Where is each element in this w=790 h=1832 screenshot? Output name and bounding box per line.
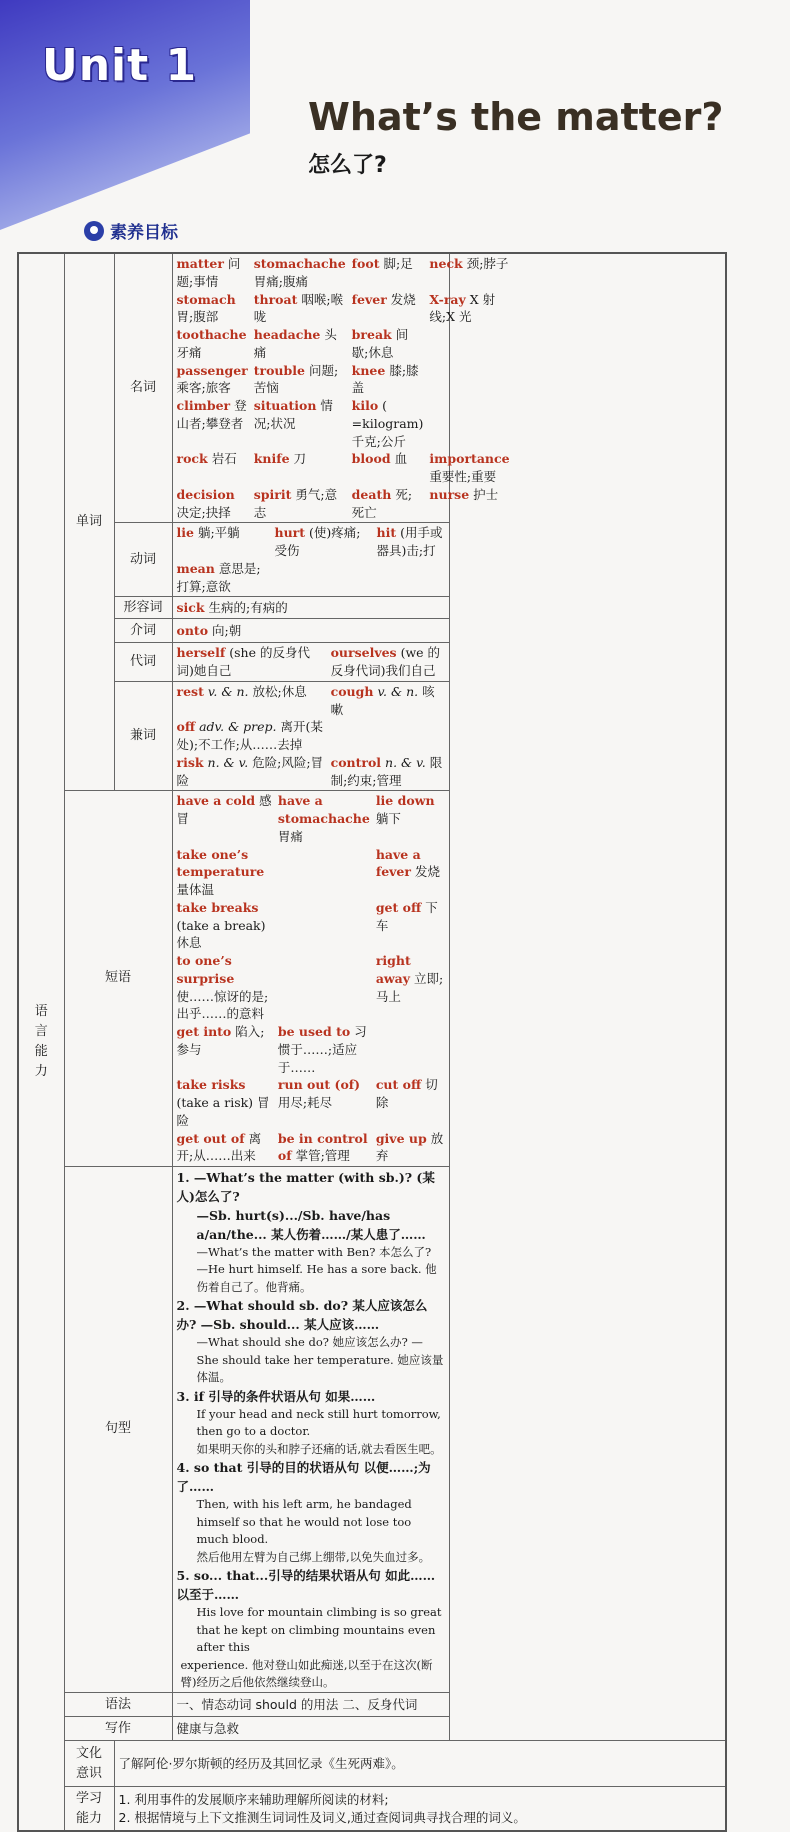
- word-item: [254, 326, 346, 362]
- phrases-category: [64, 791, 172, 1167]
- word-item: [177, 1130, 272, 1166]
- word-item: [177, 326, 248, 362]
- sentence-example: —What should she do? 她应该怎么办? —She should take her temperature. 她应该量体温。: [196, 1335, 444, 1385]
- word-entry: hit: [376, 525, 397, 541]
- word-item: [278, 792, 370, 845]
- word-meaning: 胃痛;腹痛: [253, 273, 308, 289]
- word-meaning: 习惯于……;适应于……: [277, 1024, 367, 1075]
- part-of-speech: n. & v.: [385, 754, 426, 770]
- word-meaning: 躺;平躺: [197, 525, 240, 541]
- part-of-speech: v. & n.: [207, 683, 249, 699]
- word-entry: death: [351, 486, 392, 502]
- part-of-speech: v. & n.: [377, 683, 419, 699]
- sentence-pattern: —Sb. hurt(s).../Sb. have/has a/an/the... 某人伤着……/某人患了……: [196, 1208, 426, 1242]
- word-item: [278, 846, 370, 899]
- nouns-grid: [176, 255, 510, 521]
- word-item: [352, 486, 424, 522]
- word-entry: foot: [351, 256, 380, 271]
- word-meaning: (she 的反身代词)她自己: [176, 645, 310, 678]
- writing-label: 写作: [64, 1717, 172, 1741]
- word-meaning: 决定;抉择: [176, 504, 231, 520]
- learning-category: [64, 1787, 114, 1831]
- word-meaning: 量体温: [176, 882, 215, 897]
- word-item: [429, 291, 509, 327]
- culture-category: [64, 1741, 114, 1787]
- word-entry: lie down: [375, 793, 435, 809]
- word-meaning: 重要性;重要: [429, 469, 497, 484]
- word-item: [177, 792, 272, 845]
- word-entry: rock: [176, 451, 208, 467]
- word-item: [331, 683, 445, 719]
- word-meaning: ( =kilogram) 千克;公斤: [351, 398, 424, 449]
- word-item: [352, 397, 424, 450]
- word-item: [278, 1076, 370, 1129]
- word-entry: matter: [176, 256, 224, 271]
- word-item: [177, 524, 269, 560]
- language-label: 语言能力: [34, 1003, 48, 1079]
- word-entry: cough: [330, 683, 374, 699]
- sentence-example: 如果明天你的头和脖子还痛的话,就去看医生吧。: [196, 1441, 442, 1456]
- unit-banner: [0, 0, 250, 230]
- word-item: [352, 450, 424, 486]
- word-meaning: 胃痛: [277, 828, 303, 844]
- word-meaning: 岩石: [211, 451, 237, 467]
- word-entry: toothache: [176, 327, 247, 342]
- phrases-label: 短语: [104, 970, 131, 986]
- word-item: [429, 326, 509, 362]
- pronouns-cell: [172, 643, 449, 682]
- grammar-label: 语法: [64, 1693, 172, 1717]
- word-entry: decision: [176, 486, 235, 502]
- word-entry: blood: [351, 451, 391, 467]
- word-entry: nurse: [429, 486, 470, 502]
- word-item: [278, 899, 370, 952]
- word-item: [331, 718, 445, 754]
- goals-label: 素养目标: [110, 223, 178, 243]
- word-entry: throat: [253, 291, 298, 307]
- word-item: [177, 952, 272, 1023]
- word-meaning: 躺下: [375, 811, 401, 826]
- word-item: [177, 1023, 272, 1076]
- sentence-example: —What’s the matter with Ben? 本怎么了?: [196, 1245, 432, 1259]
- pronouns-label: 代词: [114, 643, 172, 682]
- sentence-pattern: 5. so... that...引导的结果状语从句 如此……以至于……: [176, 1568, 436, 1603]
- word-meaning: 情况;状况: [253, 398, 333, 431]
- word-entry: take breaks: [176, 899, 259, 915]
- part-of-speech: n. & v.: [207, 754, 249, 770]
- word-item: [177, 754, 325, 790]
- word-item: [177, 846, 272, 899]
- word-meaning: 血: [394, 451, 408, 467]
- word-entry: take one’s temperature: [176, 846, 265, 880]
- word-meaning: 问题;苦恼: [253, 362, 339, 396]
- word-meaning: 发烧: [390, 291, 416, 307]
- word-entry: have a stomachache: [277, 793, 370, 826]
- words-label: 单词: [75, 513, 102, 529]
- word-item: [254, 255, 346, 291]
- culture-text: 了解阿伦·罗尔斯顿的经历及其回忆录《生死两难》。: [114, 1741, 726, 1787]
- word-item: [278, 952, 370, 1023]
- word-meaning: 陷入;参与: [176, 1024, 265, 1057]
- word-meaning: 间歇;休息: [351, 327, 409, 360]
- word-item: [376, 1130, 445, 1166]
- word-entry: spirit: [253, 486, 292, 502]
- sentence-example: 然后他用左臂为自己绑上绷带,以免失血过多。: [196, 1549, 431, 1564]
- word-meaning: 咽喉;喉咙: [253, 291, 344, 325]
- word-entry: rest: [176, 683, 204, 699]
- word-item: [177, 255, 248, 291]
- word-entry: sick: [176, 599, 205, 615]
- word-entry: fever: [351, 291, 387, 307]
- word-item: [377, 524, 445, 560]
- location-pin-icon: [84, 221, 104, 241]
- word-item: [376, 1076, 445, 1129]
- culture-label: 文化意识: [75, 1745, 102, 1781]
- word-item: [429, 486, 509, 522]
- word-item: [429, 362, 509, 398]
- words-category: [64, 253, 114, 791]
- sentences-category: [64, 1167, 172, 1693]
- sentences-label: 句型: [104, 1421, 131, 1437]
- word-entry: neck: [429, 256, 463, 271]
- word-meaning: 护士: [473, 486, 499, 502]
- word-item: [331, 754, 445, 790]
- word-meaning: 放松;休息: [252, 683, 307, 699]
- word-item: [376, 792, 445, 845]
- pronoun-item: [331, 644, 445, 680]
- word-item: [177, 291, 248, 327]
- pronoun-item: [177, 644, 325, 680]
- verbs-grid: [177, 524, 445, 595]
- verbs-cell: [172, 523, 449, 597]
- word-meaning: 咳嗽: [330, 683, 435, 717]
- word-item: [177, 362, 248, 398]
- word-entry: be in control of: [277, 1130, 368, 1164]
- sentence-pattern: 2. —What should sb. do? 某人应该怎么办? —Sb. should... 某人应该……: [176, 1298, 428, 1333]
- word-meaning: 乘客;旅客: [176, 380, 231, 396]
- word-meaning: (take a break) 休息: [176, 917, 266, 951]
- word-item: [376, 899, 445, 952]
- word-item: [254, 291, 346, 327]
- word-entry: to one’s surprise: [176, 953, 235, 986]
- language-category: [18, 253, 64, 1831]
- word-item: [352, 255, 424, 291]
- word-item: [177, 397, 248, 450]
- word-meaning: 意思是;打算;意欲: [176, 560, 261, 594]
- word-meaning: X 射线;X 光: [429, 291, 496, 325]
- sentence-example: experience. 他对登山如此痴迷,以至于在这次(断臂)经历之后他依然继续登山。: [180, 1657, 433, 1689]
- word-entry: right away: [375, 953, 411, 986]
- phrases-cell: [172, 791, 449, 1167]
- sentence-pattern: 4. so that 引导的目的状语从句 以便……;为了……: [176, 1460, 431, 1495]
- word-item: [177, 718, 325, 754]
- nouns-cell: [172, 253, 510, 523]
- page-subtitle: 怎么了?: [308, 153, 387, 178]
- word-entry: situation: [253, 398, 317, 413]
- word-item: [429, 397, 509, 450]
- word-entry: have a cold: [176, 793, 256, 809]
- nouns-label: 名词: [114, 253, 172, 523]
- grammar-text: 一、情态动词 should 的用法 二、反身代词: [172, 1693, 449, 1717]
- multi-class-cell: [172, 681, 449, 791]
- word-item: [177, 899, 272, 952]
- word-entry: mean: [176, 560, 215, 576]
- word-item: [177, 450, 248, 486]
- word-entry: hurt: [274, 525, 306, 541]
- sentence-example: His love for mountain climbing is so great that he kept on climbing mountains even after this: [196, 1605, 442, 1655]
- word-meaning: 用尽;耗尽: [277, 1095, 333, 1110]
- word-item: [278, 1130, 370, 1166]
- word-meaning: 死;死亡: [351, 486, 413, 520]
- word-meaning: 问题;事情: [176, 256, 241, 289]
- word-meaning: (用手或器具)击;打: [376, 525, 443, 558]
- sentence-example: If your head and neck still hurt tomorrow, then go to a doctor.: [196, 1406, 441, 1439]
- word-meaning: 离开;从……出来: [176, 1130, 262, 1164]
- word-item: [177, 486, 248, 522]
- word-entry: herself: [176, 645, 226, 661]
- word-item: [376, 846, 445, 899]
- sentence-example: Then, with his left arm, he bandaged himself so that he would not lose too much blood.: [196, 1497, 412, 1547]
- learning-item: 2. 根据情境与上下文推测生词词性及词义,通过查阅词典寻找合理的词义。: [118, 1809, 526, 1825]
- word-meaning: 发烧: [414, 864, 440, 880]
- adjectives-label: 形容词: [114, 597, 172, 619]
- word-entry: importance: [429, 451, 510, 467]
- word-meaning: 头痛: [253, 327, 337, 360]
- word-meaning: 膝;膝盖: [351, 362, 419, 396]
- word-meaning: 勇气;意志: [253, 486, 338, 520]
- word-entry: climber: [176, 398, 231, 413]
- word-meaning: 使……惊讶的是;出乎……的意料: [176, 988, 269, 1022]
- verbs-label: 动词: [114, 523, 172, 597]
- multi-grid: [177, 683, 445, 790]
- word-entry: get into: [176, 1024, 232, 1039]
- sentence-pattern: 1. —What’s the matter (with sb.)? (某人)怎么了?: [176, 1170, 435, 1204]
- learning-label: 学习能力: [75, 1790, 102, 1826]
- word-entry: knife: [253, 451, 290, 467]
- prepositions-label: 介词: [114, 619, 172, 643]
- writing-text: 健康与急救: [172, 1717, 449, 1741]
- adjectives-cell: [172, 597, 449, 619]
- word-entry: break: [351, 327, 392, 342]
- word-meaning: 限制;约束;管理: [330, 754, 443, 788]
- word-meaning: 牙痛: [176, 344, 202, 360]
- word-meaning: 颈;脖子: [466, 256, 509, 271]
- word-entry: stomachache: [253, 256, 346, 271]
- word-meaning: 向;朝: [212, 622, 242, 638]
- page-title: What’s the matter?: [308, 95, 724, 139]
- word-entry: be used to: [277, 1024, 351, 1039]
- word-item: [352, 326, 424, 362]
- word-meaning: 胃;腹部: [176, 309, 219, 325]
- word-item: [177, 560, 269, 596]
- word-entry: get off: [375, 899, 422, 915]
- prepositions-cell: [172, 619, 449, 643]
- word-item: [278, 1023, 370, 1076]
- word-item: [376, 1023, 445, 1076]
- goals-heading: [84, 218, 178, 243]
- word-meaning: (we 的反身代词)我们自己: [330, 645, 441, 678]
- word-item: [352, 362, 424, 398]
- word-meaning: 登山者;攀登者: [176, 398, 247, 431]
- objectives-table: [17, 252, 727, 1832]
- word-entry: have a fever: [375, 846, 421, 880]
- sentences-cell: [172, 1167, 449, 1693]
- word-entry: risk: [176, 754, 204, 770]
- word-meaning: 下车: [375, 899, 438, 933]
- word-item: [254, 397, 346, 450]
- word-item: [177, 1076, 272, 1129]
- word-entry: give up: [375, 1130, 427, 1146]
- word-meaning: (take a risk) 冒险: [176, 1095, 270, 1128]
- word-meaning: 切除: [375, 1077, 438, 1110]
- sentence-example: —He hurt himself. He has a sore back. 他伤着自己了。他背痛。: [196, 1262, 437, 1294]
- word-meaning: 感冒: [176, 793, 272, 826]
- word-entry: stomach: [176, 291, 236, 307]
- word-entry: run out (of): [277, 1077, 361, 1093]
- learning-cell: [114, 1787, 726, 1831]
- word-item: [376, 952, 445, 1023]
- word-entry: X-ray: [429, 291, 466, 307]
- word-meaning: 危险;风险;冒险: [176, 754, 324, 788]
- word-item: [254, 450, 346, 486]
- unit-label: Unit 1: [42, 40, 198, 91]
- sentence-pattern: 3. if 引导的条件状语从句 如果……: [176, 1388, 376, 1404]
- part-of-speech: adv. & prep.: [199, 719, 277, 735]
- word-entry: cut off: [375, 1077, 422, 1093]
- word-item: [254, 362, 346, 398]
- learning-item: 1. 利用事件的发展顺序来辅助理解所阅读的材料;: [118, 1791, 389, 1807]
- word-meaning: 生病的;有病的: [208, 599, 288, 615]
- word-entry: passenger: [176, 362, 248, 378]
- word-meaning: 离开(某处);不工作;从……去掉: [176, 719, 323, 752]
- phrases-grid: [177, 792, 445, 1165]
- word-entry: knee: [351, 362, 386, 378]
- word-item: [429, 255, 509, 291]
- word-meaning: (使)疼痛;受伤: [274, 525, 361, 558]
- word-entry: ourselves: [330, 645, 397, 661]
- word-meaning: 掌管;管理: [295, 1148, 350, 1164]
- multi-class-label: 兼词: [114, 681, 172, 791]
- word-entry: control: [330, 754, 382, 770]
- word-item: [177, 683, 325, 719]
- word-entry: trouble: [253, 362, 305, 378]
- word-entry: lie: [176, 525, 194, 541]
- word-item: [254, 486, 346, 522]
- word-meaning: 放弃: [375, 1130, 444, 1164]
- word-item: [352, 291, 424, 327]
- word-entry: take risks: [176, 1077, 246, 1093]
- word-meaning: 刀: [293, 451, 307, 467]
- word-entry: onto: [176, 622, 209, 638]
- word-meaning: 立即;马上: [375, 970, 444, 1004]
- word-entry: headache: [253, 327, 321, 342]
- word-meaning: 脚;足: [383, 256, 413, 271]
- word-entry: kilo: [351, 398, 379, 413]
- word-item: [429, 450, 509, 486]
- word-entry: get out of: [176, 1130, 245, 1146]
- word-item: [275, 524, 371, 560]
- word-entry: off: [176, 719, 196, 735]
